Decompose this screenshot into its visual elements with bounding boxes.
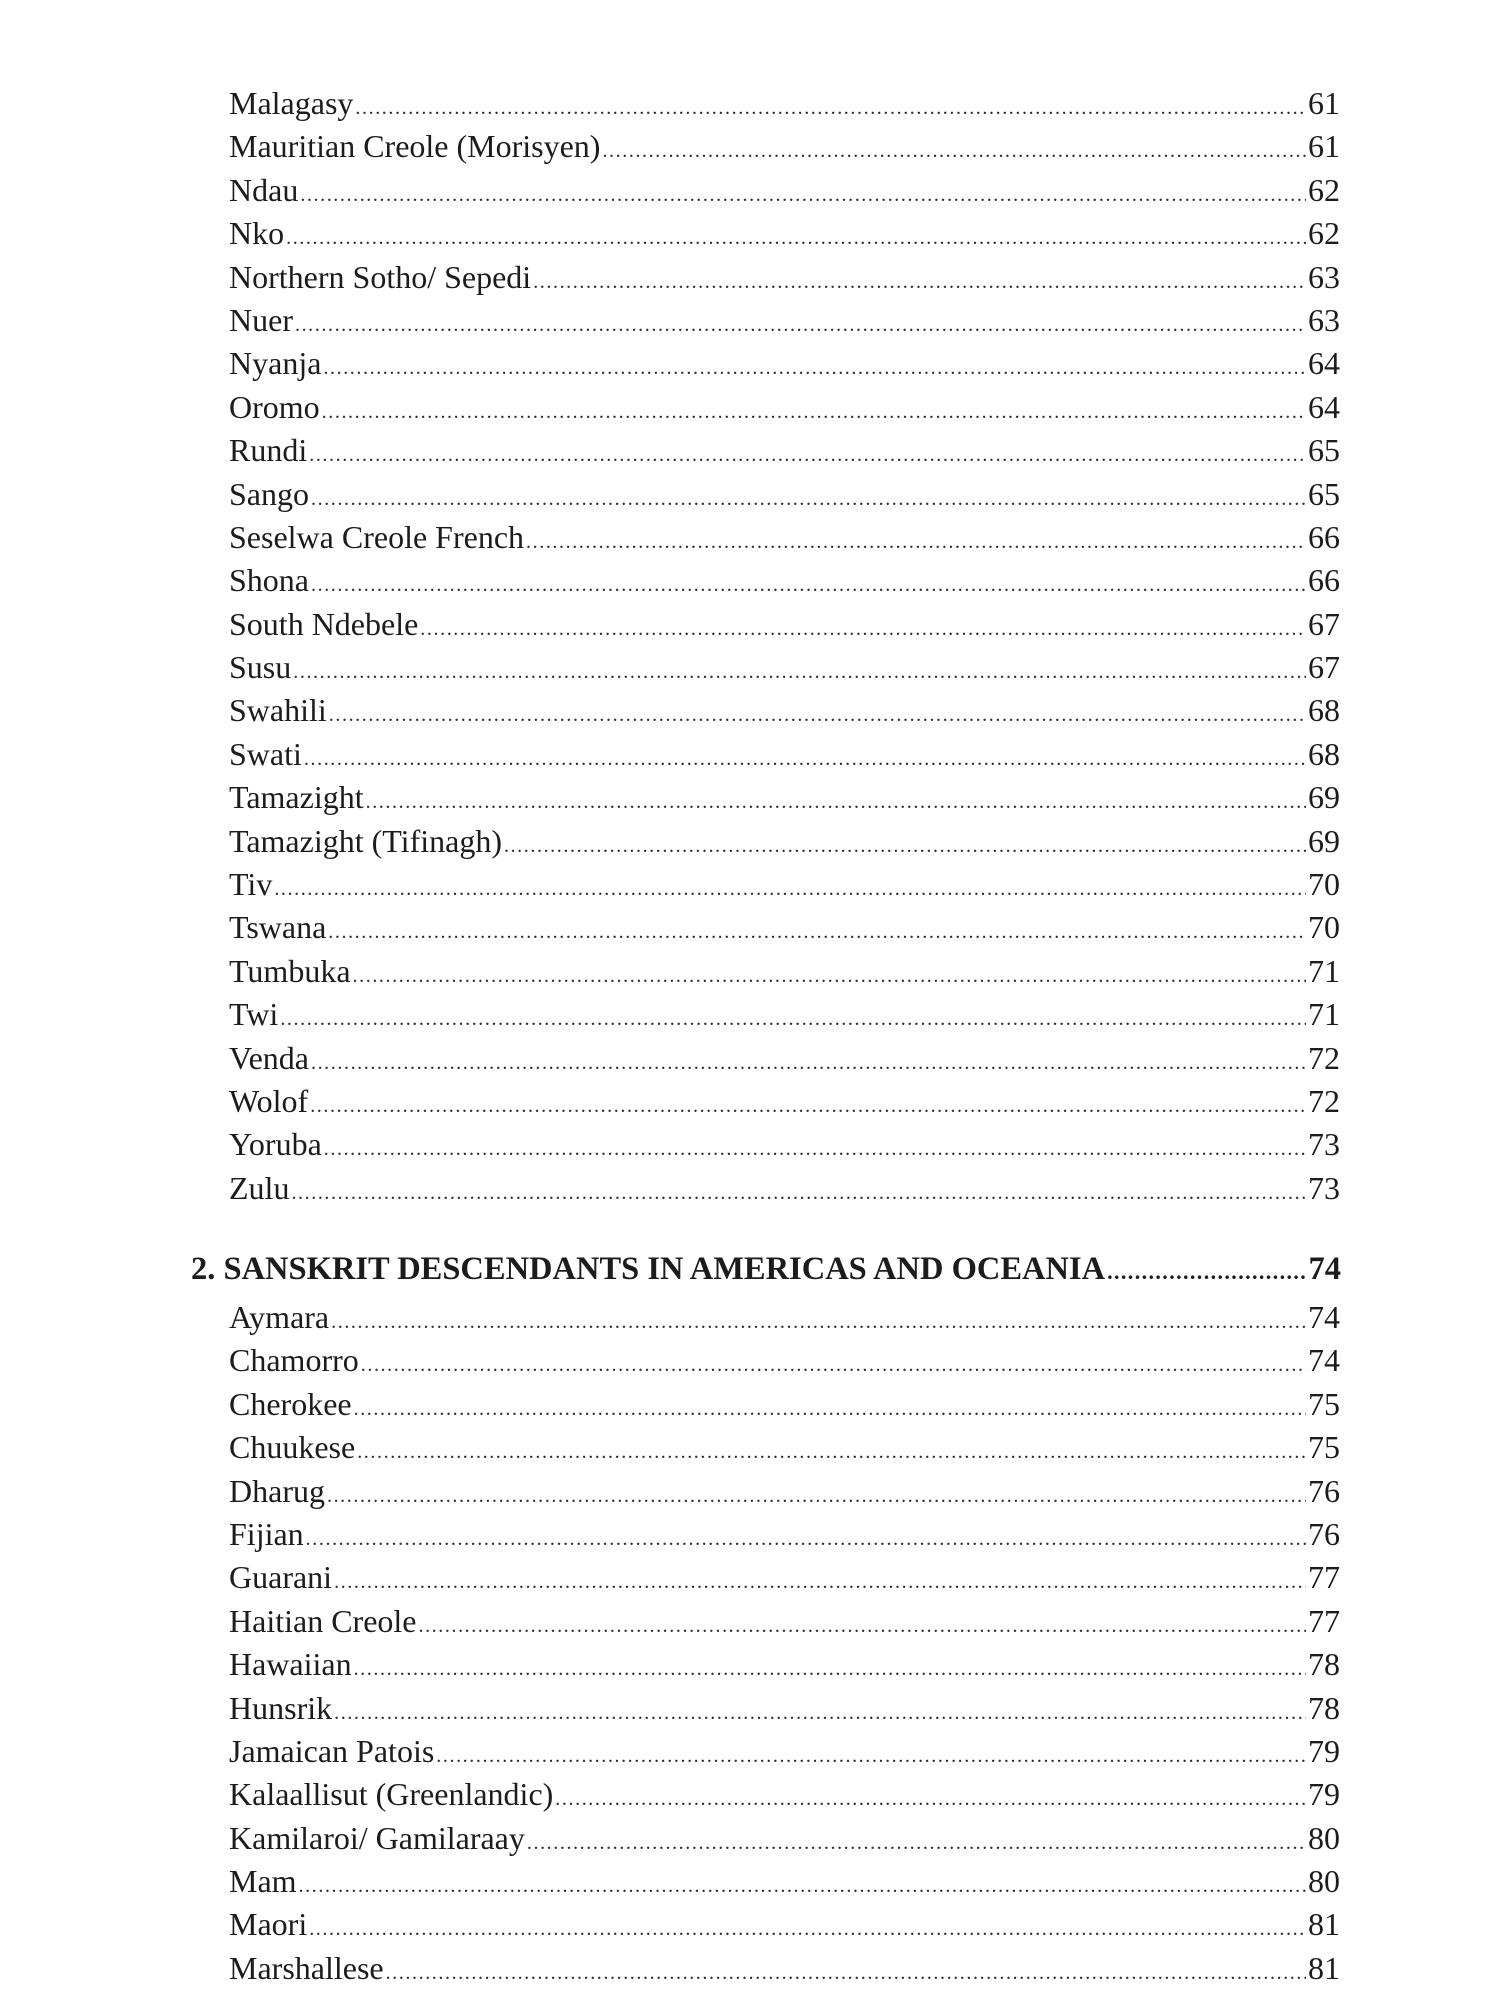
toc-entry-label: Cherokee [229,1385,352,1422]
dot-leader [323,347,1306,385]
toc-list-african [229,82,1340,1210]
toc-entry[interactable] [229,342,1340,385]
dot-leader [420,608,1306,646]
dot-leader [309,1908,1306,1946]
toc-entry-label: South Ndebele [229,605,419,642]
toc-entry[interactable] [229,1947,1340,1990]
dot-leader [327,1475,1306,1513]
toc-entry-label: Maori [229,1906,308,1943]
toc-entry-label: Tswana [229,909,327,946]
dot-leader [354,1648,1306,1686]
toc-entry-page: 68 [1308,692,1340,729]
toc-entry-page: 66 [1308,562,1340,599]
toc-entry-label: Fijian [229,1515,304,1552]
toc-entry[interactable] [229,1037,1340,1080]
toc-entry-label: Mam [229,1863,297,1900]
toc-entry[interactable] [229,1556,1340,1599]
dot-leader [527,1822,1306,1860]
dot-leader [361,1344,1306,1382]
toc-entry[interactable] [229,733,1340,776]
toc-entry[interactable] [229,863,1340,906]
toc-entry-page: 61 [1308,128,1340,165]
toc-entry-page: 65 [1308,432,1340,469]
toc-entry-label: Tamazight [229,779,364,816]
dot-leader [328,911,1306,949]
dot-leader [355,87,1306,125]
toc-entry[interactable] [229,1123,1340,1166]
toc-entry-label: Hawaiian [229,1646,352,1683]
toc-entry[interactable] [229,386,1340,429]
toc-entry[interactable] [229,950,1340,993]
toc-entry[interactable] [229,1643,1340,1686]
toc-entry[interactable] [229,1600,1340,1643]
dot-leader [311,1042,1306,1080]
toc-entry-label: Shona [229,562,309,599]
toc-entry-label: Zulu [229,1169,290,1206]
dot-leader [504,825,1306,863]
dot-leader [1107,1249,1306,1292]
toc-entry[interactable] [229,256,1340,299]
toc-entry-page: 62 [1308,171,1340,208]
toc-entry-label: Tiv [229,866,273,903]
toc-entry[interactable] [229,169,1340,212]
dot-leader [274,868,1306,906]
toc-entry-label: Rundi [229,432,308,469]
toc-entry-page: 62 [1308,215,1340,252]
toc-entry-page: 79 [1308,1732,1340,1769]
dot-leader [418,1605,1306,1643]
toc-entry-label: Wolof [229,1082,309,1119]
dot-leader [295,304,1306,342]
toc-entry-label: Nyanja [229,345,322,382]
toc-entry-label: Swahili [229,692,327,729]
toc-entry-label: Guarani [229,1559,333,1596]
toc-entry-page: 74 [1308,1342,1340,1379]
dot-leader [310,1085,1306,1123]
toc-entry-label: Kamilaroi/ Gamilaraay [229,1819,525,1856]
toc-entry[interactable] [229,299,1340,342]
toc-entry[interactable] [229,1903,1340,1946]
toc-entry-label: Hunsrik [229,1689,333,1726]
toc-list-americas-oceania [229,1296,1340,1990]
dot-leader [293,651,1306,689]
toc-entry-page: 71 [1308,952,1340,989]
dot-leader [331,1301,1306,1339]
toc-entry-page: 74 [1308,1299,1340,1335]
toc-entry-page: 80 [1308,1863,1340,1900]
toc-entry-label: Tamazight (Tifinagh) [229,822,502,859]
dot-leader [386,1952,1306,1990]
dot-leader [526,521,1306,559]
toc-entry-page: 80 [1308,1819,1340,1856]
toc-entry-page: 73 [1308,1169,1340,1206]
dot-leader [306,1518,1306,1556]
toc-entry-page: 68 [1308,735,1340,772]
dot-leader [311,478,1306,516]
toc-entry[interactable] [229,125,1340,168]
dot-leader [357,1431,1306,1469]
toc-entry-page: 81 [1308,1949,1340,1986]
toc-entry-label: Chamorro [229,1342,359,1379]
dot-leader [602,130,1306,168]
toc-entry[interactable] [229,603,1340,646]
toc-entry-label: Susu [229,649,292,686]
dot-leader [299,1865,1306,1903]
toc-entry-page: 63 [1308,301,1340,338]
dot-leader [324,1128,1306,1166]
dot-leader [436,1735,1306,1773]
toc-entry-label: Jamaican Patois [229,1732,435,1769]
dot-leader [280,998,1306,1036]
toc-entry-label: Aymara [229,1299,330,1335]
toc-entry-page: 69 [1308,822,1340,859]
toc-entry[interactable] [229,1817,1340,1860]
toc-entry[interactable] [229,1383,1340,1426]
toc-entry-page: 77 [1308,1559,1340,1596]
toc-entry-label: Nuer [229,301,293,338]
toc-entry[interactable] [229,559,1340,602]
toc-entry-page: 67 [1308,649,1340,686]
dot-leader [555,1778,1306,1816]
toc-entry[interactable] [229,1513,1340,1556]
toc-entry[interactable] [229,1080,1340,1123]
dot-leader [354,1388,1306,1426]
toc-entry-page: 73 [1308,1126,1340,1163]
toc-entry[interactable] [229,1730,1340,1773]
toc-entry-label: Sango [229,475,309,512]
dot-leader [334,1692,1306,1730]
toc-entry-page: 76 [1308,1515,1340,1552]
toc-entry-page: 71 [1308,996,1340,1033]
toc-entry-page: 69 [1308,779,1340,816]
toc-entry-label: Nko [229,215,285,252]
toc-entry[interactable] [229,429,1340,472]
toc-entry-label: Dharug [229,1472,325,1509]
toc-entry-label: Oromo [229,388,320,425]
dot-leader [366,781,1306,819]
toc-entry[interactable] [229,1687,1340,1730]
dot-leader [286,217,1306,255]
toc-entry-label: Seselwa Creole French [229,518,525,555]
toc-entry[interactable] [229,1860,1340,1903]
toc-entry-page: 72 [1308,1039,1340,1076]
toc-entry[interactable] [229,516,1340,559]
toc-entry-page: 78 [1308,1646,1340,1683]
toc-entry[interactable] [229,993,1340,1036]
toc-entry[interactable] [229,212,1340,255]
section-heading-page: 74 [1308,1251,1341,1287]
toc-entry[interactable] [229,1773,1340,1816]
toc-entry-page: 81 [1308,1906,1340,1943]
toc-entry-page: 78 [1308,1689,1340,1726]
toc-entry-page: 70 [1308,866,1340,903]
section-heading-label: 2. SANSKRIT DESCENDANTS IN AMERICAS AND OCEANIA [191,1251,1106,1287]
toc-entry[interactable] [229,1167,1340,1210]
toc-entry-label: Twi [229,996,279,1033]
toc-entry[interactable] [229,820,1340,863]
dot-leader [533,261,1306,299]
toc-entry[interactable] [229,1339,1340,1382]
toc-entry[interactable] [229,906,1340,949]
toc-entry[interactable] [229,473,1340,516]
section-heading[interactable] [191,1246,1341,1292]
toc-entry-page: 63 [1308,258,1340,295]
toc-entry-page: 65 [1308,475,1340,512]
toc-entry[interactable] [229,646,1340,689]
dot-leader [309,434,1306,472]
toc-entry-label: Kalaallisut (Greenlandic) [229,1776,554,1813]
toc-entry-page: 76 [1308,1472,1340,1509]
toc-entry-page: 61 [1308,85,1340,121]
toc-entry-label: Haitian Creole [229,1602,417,1639]
toc-entry-label: Northern Sotho/ Sepedi [229,258,532,295]
toc-entry-page: 70 [1308,909,1340,946]
toc-entry-label: Chuukese [229,1429,356,1466]
toc-entry-label: Swati [229,735,302,772]
toc-entry-label: Malagasy [229,85,354,121]
dot-leader [291,1172,1306,1210]
toc-entry-label: Venda [229,1039,309,1076]
dot-leader [334,1561,1306,1599]
toc-entry[interactable] [229,1470,1340,1513]
toc-entry-page: 67 [1308,605,1340,642]
toc-entry-page: 64 [1308,388,1340,425]
toc-entry[interactable] [229,82,1340,125]
dot-leader [311,564,1306,602]
toc-entry[interactable] [229,776,1340,819]
toc-entry-page: 75 [1308,1429,1340,1466]
dot-leader [322,391,1306,429]
dot-leader [300,174,1306,212]
dot-leader [353,955,1306,993]
toc-entry-page: 66 [1308,518,1340,555]
toc-entry-label: Mauritian Creole (Morisyen) [229,128,601,165]
toc-entry-label: Tumbuka [229,952,351,989]
toc-entry-page: 79 [1308,1776,1340,1813]
toc-entry-page: 77 [1308,1602,1340,1639]
toc-entry-page: 72 [1308,1082,1340,1119]
toc-entry-page: 75 [1308,1385,1340,1422]
toc-entry-label: Yoruba [229,1126,322,1163]
toc-entry-label: Marshallese [229,1949,384,1986]
toc-entry-label: Ndau [229,171,299,208]
toc-entry[interactable] [229,1296,1340,1339]
toc-entry-page: 64 [1308,345,1340,382]
toc-entry[interactable] [229,1426,1340,1469]
toc-entry[interactable] [229,689,1340,732]
dot-leader [304,738,1306,776]
dot-leader [329,694,1306,732]
